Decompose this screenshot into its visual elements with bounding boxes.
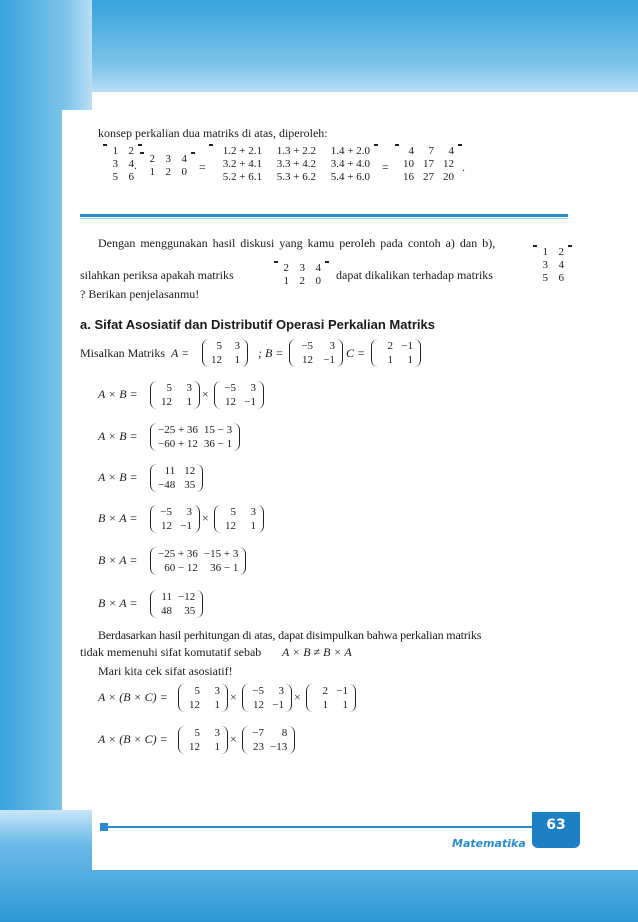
step-matrix [214,505,264,533]
matrix-cell: 4 [448,145,454,157]
matrix-cell: 4 [315,262,321,274]
times-operator: × [230,690,237,704]
matrix-cell: 17 [423,158,434,170]
matrix-cell: 5.2 + 6.1 [222,171,262,183]
header-band [0,0,638,92]
matrix-cell: 5 [194,727,200,739]
assoc-matrix [178,726,228,754]
subject-label: Matematika [452,837,526,850]
matrix-cell: 35 [184,479,196,491]
step-label: A × B = [98,387,138,401]
matrix-cell: −12 [178,591,196,603]
matrix-cell: 3 [186,506,192,518]
bracket-tick [103,145,107,146]
bracket [140,152,194,154]
matrix-2x3 [276,262,324,288]
matrix-cell: 3 [214,685,220,697]
assoc-matrix [306,684,356,712]
matrix-cell: 1 [283,275,289,287]
matrix-cell: 1.4 + 2.0 [330,145,370,157]
matrix-cell: 1.3 + 2.2 [276,145,316,157]
matrix-cell: 5.3 + 6.2 [276,171,316,183]
matrix-cell: 3 [112,158,118,170]
matrix-cell: 12 [302,354,313,366]
matrix-cell: 3 [299,262,305,274]
matrix-cell: 4 [181,153,187,165]
matrix-cell: −15 + 3 [203,548,239,560]
bracket-tick [533,246,537,247]
matrix-cell: −1 [272,699,284,711]
matrix-cell: −48 [158,479,176,491]
matrix-cell: 7 [428,145,434,157]
step-label: A × B = [98,470,138,484]
step-matrix [150,381,200,409]
matrix-cell: 1 [214,699,220,711]
page-number: 63 [532,812,580,848]
dot-operator: . [134,158,137,172]
matrix-cell: −25 + 36 [158,424,198,436]
matrix-cell: 1 [149,166,155,178]
matrix-cell: −60 + 12 [158,438,198,450]
matrix-cell: 1 [214,741,220,753]
matrix-cell: 12 [189,699,200,711]
matrix-cell: 3 [234,340,240,352]
times-operator: × [202,511,209,525]
bracket [533,245,571,247]
matrix-cell: 12 [443,158,454,170]
task-line-3: ? Berikan penjelasanmu! [80,287,200,301]
times-operator: × [294,690,301,704]
task-line-2b: dapat dikalikan terhadap matriks [336,268,493,282]
bracket [209,144,377,146]
equals-sign: = [382,160,389,174]
step-matrix [150,547,246,575]
matrix-cell: −1 [244,396,256,408]
section-heading: a. Sifat Asosiatif dan Distributif Operasi Perkalian Matriks [80,317,435,332]
matrix-b-label: ; B = [258,346,284,360]
matrix-cell: 3 [329,340,335,352]
matrix-cell: 2 [299,275,305,287]
matrix-cell: 4 [558,259,564,271]
step-matrix [214,381,264,409]
matrix-cell: 11 [164,465,176,477]
matrix-cell: 35 [184,605,196,617]
step-label: B × A = [98,511,138,525]
step-label: A × B = [98,429,138,443]
matrix-cell: 3.4 + 4.0 [330,158,370,170]
matrix-cell: 20 [443,171,454,183]
matrix-cell: 12 [253,699,264,711]
matrix-c-label: C = [346,346,366,360]
bracket [274,261,328,263]
matrix-cell: 11 [161,591,172,603]
equals-sign: = [199,160,206,174]
matrix-c [371,339,421,367]
step-label: B × A = [98,553,138,567]
matrix-cell: 12 [161,396,172,408]
matrix-cell: 3 [214,727,220,739]
task-line-2a: silahkan periksa apakah matriks [80,268,234,282]
matrix-cell: 5 [230,506,236,518]
bracket-tick [209,145,213,146]
matrix-cell: −1 [336,685,348,697]
matrix-cell: 10 [403,158,414,170]
step-matrix [150,590,203,618]
assoc-label: A × (B × C) = [98,732,168,746]
definition-prefix: Misalkan Matriks [80,346,165,360]
matrix-cell: 1.2 + 2.1 [222,145,262,157]
matrix-cell: 1 [250,520,256,532]
matrix-cell: −1 [323,354,335,366]
bracket-tick [138,145,142,146]
commutative-formula: A × B ≠ B × A [282,645,352,659]
matrix-cell: −13 [270,741,288,753]
matrix-cell: 2 [165,166,171,178]
matrix-cell: 2 [149,153,155,165]
matrix-cell: 12 [184,465,196,477]
matrix-cell: 36 − 1 [203,438,233,450]
conclusion-line-2: tidak memenuhi sifat komutatif sebab [80,645,262,659]
matrix-cell: 1 [322,699,328,711]
bracket-tick [325,262,329,263]
task-line-1: Dengan menggunakan hasil diskusi yang kamu peroleh pada contoh a) dan b), [98,236,496,250]
section-divider-light [80,218,568,219]
matrix-cell: 3 [186,382,192,394]
matrix-cell: 0 [315,275,321,287]
matrix-cell: −7 [252,727,264,739]
period: . [462,160,465,174]
matrix-expanded [211,145,373,184]
times-operator: × [230,732,237,746]
matrix-cell: 5 [166,382,172,394]
matrix-3x2 [535,246,567,285]
step-matrix [150,423,240,451]
matrix-cell: 1 [542,246,548,258]
matrix-cell: 15 − 3 [203,424,233,436]
matrix-cell: 12 [225,520,236,532]
matrix-cell: 36 − 1 [210,562,239,574]
matrix-cell: 12 [211,354,222,366]
matrix-cell: 5 [194,685,200,697]
matrix-cell: −1 [401,340,413,352]
conclusion-line-1: Berdasarkan hasil perhitungan di atas, dapat disimpulkan bahwa perkalian matriks [98,628,482,642]
bracket-tick [395,145,399,146]
assoc-label: A × (B × C) = [98,690,168,704]
bracket-tick [140,153,144,154]
matrix-cell: 4 [128,158,134,170]
bracket-tick [191,153,195,154]
bracket-tick [274,262,278,263]
matrix-cell: 8 [281,727,288,739]
matrix-cell: 27 [423,171,434,183]
matrix-cell: −25 + 36 [158,548,198,560]
assoc-matrix [242,684,292,712]
matrix-cell: 3 [165,153,171,165]
matrix-a [202,339,248,367]
assoc-matrix [178,684,228,712]
matrix-cell: 1 [186,396,192,408]
bracket-tick [568,246,572,247]
footer-bullet [100,823,108,831]
matrix-cell: 2 [387,340,393,352]
intro-text: konsep perkalian dua matriks di atas, diperoleh: [98,126,328,140]
bracket [103,144,141,146]
matrix-cell: −1 [180,520,192,532]
matrix-cell: −5 [224,382,236,394]
matrix-cell: −5 [252,685,264,697]
matrix-cell: 16 [403,171,414,183]
matrix-cell: 23 [253,741,264,753]
matrix-cell: 3.3 + 4.2 [276,158,316,170]
matrix-cell: 2 [322,685,328,697]
matrix-cell: 1 [387,354,393,366]
matrix-cell: 5.4 + 6.0 [330,171,370,183]
matrix-cell: 6 [128,171,134,183]
times-operator: × [202,387,209,401]
step-matrix [150,464,203,492]
matrix-cell: 5 [542,272,548,284]
matrix-cell: −5 [301,340,313,352]
matrix-cell: 3 [250,506,256,518]
matrix-cell: 1 [407,354,413,366]
matrix-cell: 4 [408,145,414,157]
check-text: Mari kita cek sifat asosiatif! [98,664,233,678]
matrix-cell: 0 [181,166,187,178]
matrix-cell: 12 [225,396,236,408]
matrix-result [397,145,457,184]
matrix-cell: 60 − 12 [164,562,198,574]
matrix-cell: 3 [278,685,284,697]
matrix-right [142,153,190,179]
matrix-b [289,339,343,367]
matrix-cell: 3.2 + 4.1 [222,158,262,170]
step-matrix [150,505,200,533]
matrix-cell: 12 [161,520,172,532]
matrix-cell: 6 [558,272,564,284]
matrix-cell: 48 [161,605,172,617]
matrix-cell: 2 [128,145,134,157]
matrix-cell: 5 [216,340,222,352]
matrix-cell: −5 [160,506,172,518]
matrix-cell: 1 [112,145,118,157]
bracket-tick [458,145,462,146]
matrix-cell: 3 [250,382,256,394]
matrix-cell: 2 [283,262,289,274]
matrix-cell: 1 [342,699,348,711]
matrix-cell: 3 [542,259,548,271]
bracket-tick [374,145,378,146]
section-divider [80,214,568,217]
matrix-left [105,145,137,184]
matrix-a-label: A = [171,346,190,360]
matrix-cell: 2 [558,246,564,258]
footer-rule [104,826,534,828]
bracket [395,144,461,146]
matrix-cell: 5 [112,171,118,183]
assoc-matrix [242,726,295,754]
matrix-cell: 12 [189,741,200,753]
step-label: B × A = [98,596,138,610]
matrix-cell: 1 [234,354,240,366]
